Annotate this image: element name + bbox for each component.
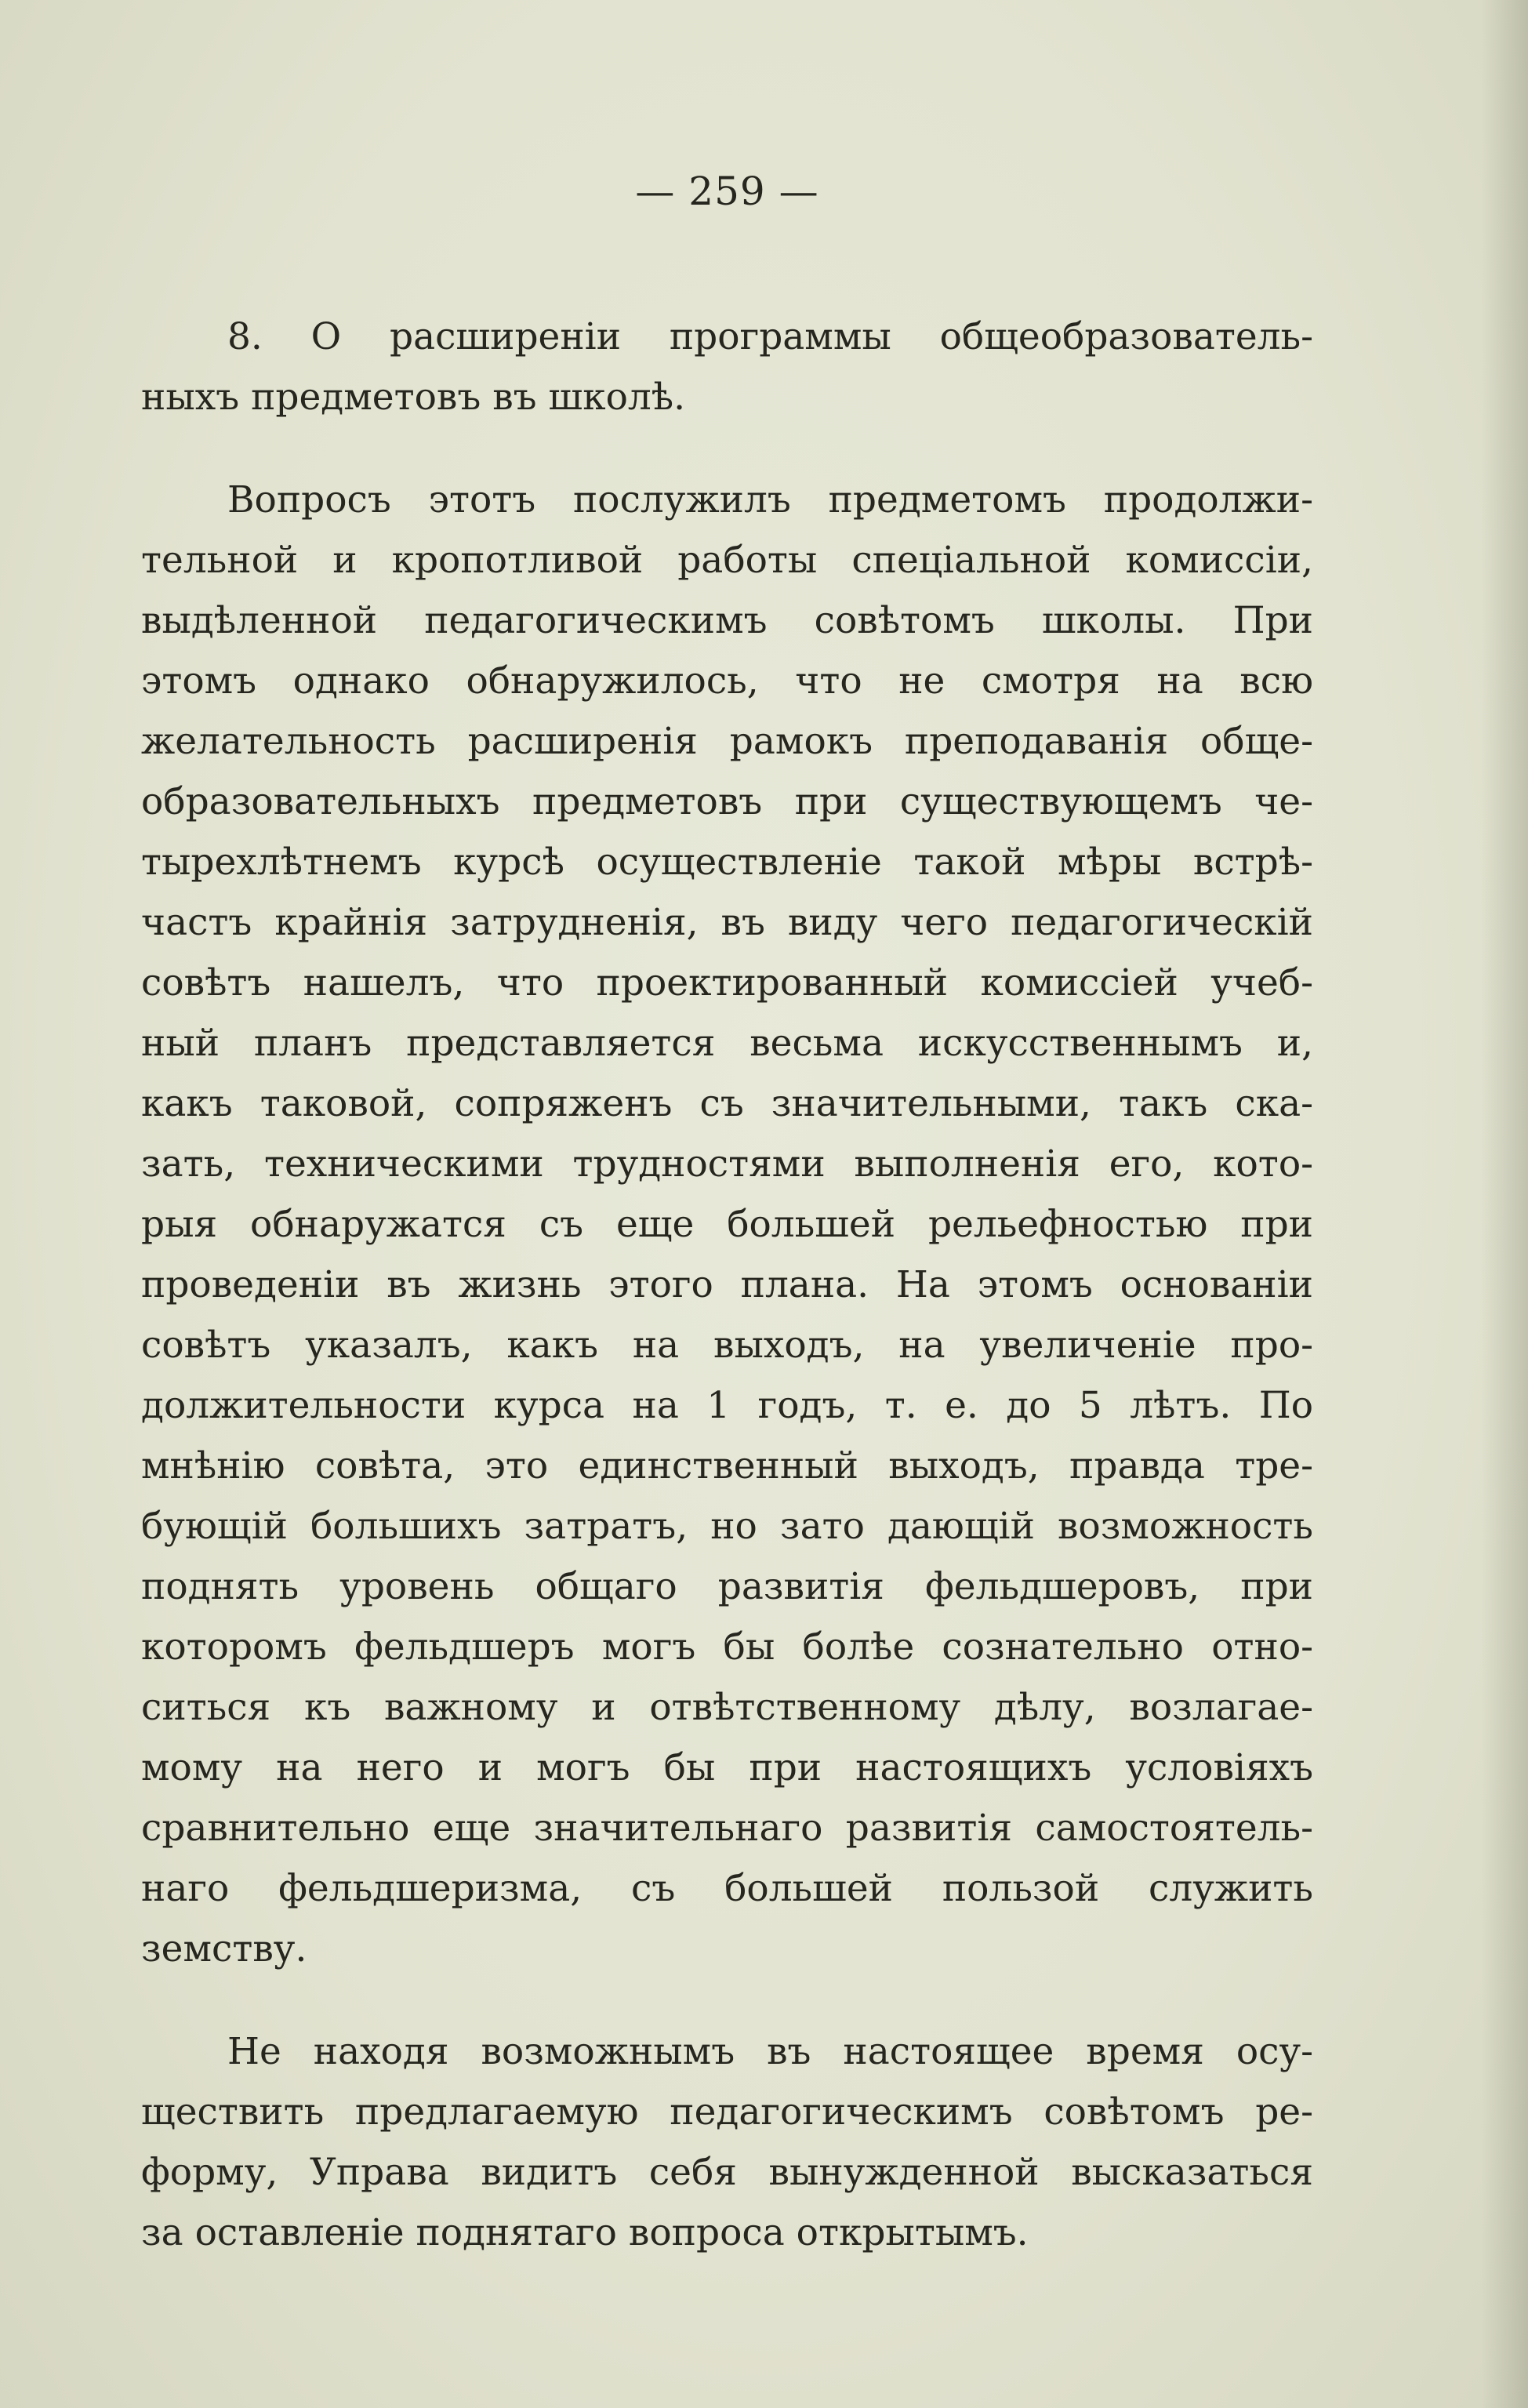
text-line: бующій большихъ затратъ, но зато дающій возможность <box>141 1505 1313 1548</box>
text-line: должительности курса на 1 годъ, т. е. до 5 лѣтъ. По <box>141 1384 1313 1427</box>
text-line: ный планъ представляется весьма искусственнымъ и, <box>141 1022 1313 1065</box>
text-line: наго фельдшеризма, съ большей пользой служить <box>141 1867 1313 1910</box>
text-line: совѣтъ указалъ, какъ на выходъ, на увеличеніе про- <box>141 1324 1313 1367</box>
text-line: тельной и кропотливой работы спеціальной комиссіи, <box>141 539 1313 582</box>
text-line: поднять уровень общаго развитія фельдшеровъ, при <box>141 1565 1313 1608</box>
text-line: мому на него и могъ бы при настоящихъ условіяхъ <box>141 1746 1313 1789</box>
paragraph-1 <box>141 470 1313 1979</box>
section-heading <box>141 307 1313 427</box>
text-line: желательность расширенія рамокъ преподаванія обще- <box>141 720 1313 763</box>
text-line: ситься къ важному и отвѣтственному дѣлу, возлагае- <box>141 1686 1313 1729</box>
text-line: мнѣнію совѣта, это единственный выходъ, правда тре- <box>141 1444 1313 1487</box>
text-line: какъ таковой, сопряженъ съ значительными, такъ ска- <box>141 1082 1313 1125</box>
text-line: Вопросъ этотъ послужилъ предметомъ продолжи- <box>227 478 1313 521</box>
page-edge-shadow <box>1481 0 1528 2408</box>
text-line: за оставленіе поднятаго вопроса открытымъ. <box>141 2211 1029 2254</box>
text-line: рыя обнаружатся съ еще большей рельефностью при <box>141 1203 1313 1246</box>
text-line: проведеніи въ жизнь этого плана. На этомъ основаніи <box>141 1263 1313 1306</box>
text-line: выдѣленной педагогическимъ совѣтомъ школы. При <box>141 599 1313 642</box>
text-line: земству. <box>141 1927 307 1970</box>
paragraph-gap <box>141 1979 1313 2021</box>
heading-line: 8. О расширеніи программы общеобразователь- <box>227 315 1313 358</box>
text-line: этомъ однако обнаружилось, что не смотря на всю <box>141 659 1313 703</box>
paragraph-gap <box>141 427 1313 470</box>
text-line: форму, Управа видитъ себя вынужденной высказаться <box>141 2151 1313 2194</box>
page-number: — 259 — <box>635 169 819 214</box>
text-line: которомъ фельдшеръ могъ бы болѣе сознательно отно- <box>141 1625 1313 1669</box>
heading-line: ныхъ предметовъ въ школѣ. <box>141 376 686 419</box>
text-line: сравнительно еще значительнаго развитія самостоятель- <box>141 1807 1313 1850</box>
text-line: ществить предлагаемую педагогическимъ совѣтомъ ре- <box>141 2090 1313 2134</box>
text-line: образовательныхъ предметовъ при существующемъ че- <box>141 780 1313 823</box>
text-line: тырехлѣтнемъ курсѣ осуществленіе такой мѣры встрѣ- <box>141 841 1313 884</box>
text-line: частъ крайнія затрудненія, въ виду чего педагогическій <box>141 901 1313 944</box>
page-text <box>141 169 1313 2263</box>
paragraph-2 <box>141 2021 1313 2263</box>
text-line: совѣтъ нашелъ, что проектированный комиссіей учеб- <box>141 961 1313 1004</box>
text-line: Не находя возможнымъ въ настоящее время осу- <box>227 2030 1313 2073</box>
text-line: зать, техническими трудностями выполненія его, кото- <box>141 1142 1313 1186</box>
